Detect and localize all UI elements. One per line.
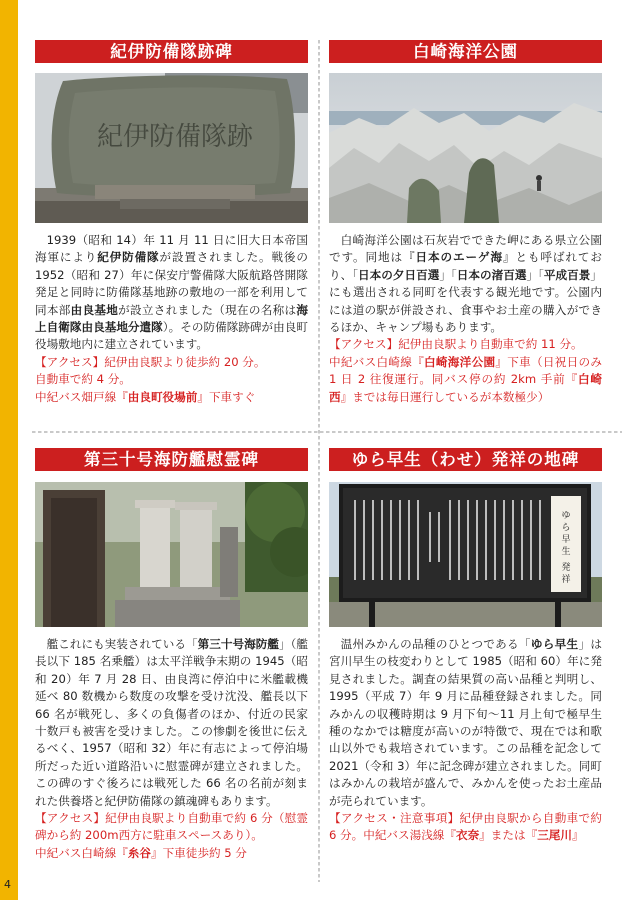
svg-text:ゆ: ゆ: [561, 511, 571, 521]
svg-text:祥: 祥: [561, 575, 571, 585]
section-title: 第三十号海防艦慰霊碑: [35, 448, 308, 471]
section-kii-bobitai: [35, 40, 308, 406]
section-shirasaki-park: [329, 40, 602, 406]
photo-kii-bobitai-monument: [35, 73, 308, 223]
section-yura-wase-monument: [329, 448, 602, 845]
photo-shirasaki-limestone-coast: [329, 73, 602, 223]
svg-text:発: 発: [561, 563, 571, 573]
section-title: ゆら早生（わせ）発祥の地碑: [329, 448, 602, 471]
access-info: 【アクセス】紀伊由良駅より自動車で約 6 分（慰霊碑から約 200m西方に駐車スペースあり）。 中紀バス白崎線『糸谷』下車徒歩約 5 分: [35, 811, 308, 860]
page-number: 4: [4, 878, 11, 891]
left-accent-strip: [0, 0, 18, 900]
svg-text:紀伊防備隊跡: 紀伊防備隊跡: [96, 122, 254, 152]
section-text: [35, 636, 308, 862]
section-text: [329, 636, 602, 845]
section-text: [329, 232, 602, 406]
svg-text:生: 生: [561, 547, 571, 557]
vertical-divider: [318, 40, 320, 882]
photo-kaiboukan-memorial-stones: [35, 482, 308, 627]
description: 白崎海洋公園は石灰岩でできた岬にある県立公園です。同地は『日本のエーゲ海』とも呼ばれており、「日本の夕日百選」「日本の渚百選」「平成百景」にも選出される同町を代表する観光地です。公園内には道の駅が併設され、食事やお土産の購入ができるほか、キャンプ場もあります。: [329, 233, 602, 335]
description: 温州みかんの品種のひとつである「ゆら早生」は宮川早生の枝変わりとして 1985（昭和 60）年に発見されました。調査の結果質の高い品種と判明し、1995（平成 7）年 9 月に品種登録されました。同みかんの収穫時期は 9 月下旬〜11 月上旬で極早生種のなかでは糖度が高いのが特徴で、現在では和歌山以外でも栽培されています。この品種を記念して 2021（令和 3）年に記念碑が建立されました。同町はみかんの栽培が盛んで、みかんを使ったお土産品が売られています。: [329, 637, 602, 808]
svg-text:早: 早: [561, 535, 571, 545]
horizontal-divider: [32, 431, 622, 433]
description: 艦これにも実装されている「第三十号海防艦」（艦長以下 185 名乗艦）は太平洋戦争末期の 1945（昭和 20）年 7 月 28 日、由良湾に停泊中に米艦載機延べ 80 数機から数度の攻撃を受け沈没、艦長以下 66 名が戦死し、多くの負傷者のほか、付近の民家十数戸も被害を受けました。この惨劇を後世に伝えるべく、1957（昭和 32）年に有志によって停泊場所だった近い道路沿いに慰霊碑が建立されました。この碑のすぐ後ろには戦死した 66 名の名前が刻まれた供養塔と紀伊防備隊の鎮魂碑もあります。: [35, 637, 308, 808]
access-info: 【アクセス】紀伊由良駅より徒歩約 20 分。 自動車で約 4 分。 中紀バス畑戸線『由良町役場前』下車すぐ: [35, 354, 266, 404]
access-info: 【アクセス】紀伊由良駅より自動車で約 11 分。 中紀バス白崎線『白崎海洋公園』下車（日祝日のみ 1 日 2 往復運行。同バス停の約 2km 手前『白崎西』までは毎日運行しているが本数極少）: [329, 337, 602, 404]
section-title: 白崎海洋公園: [329, 40, 602, 63]
svg-text:ら: ら: [561, 523, 571, 533]
section-kaiboukan-memorial: [35, 448, 308, 862]
section-text: [35, 232, 308, 406]
section-title: 紀伊防備隊跡碑: [35, 40, 308, 63]
photo-yura-wase-signboard: [329, 482, 602, 627]
access-info: 【アクセス・注意事項】紀伊由良駅から自動車で約 6 分。中紀バス湯浅線『衣奈』または『三尾川』: [329, 811, 602, 843]
description: 1939（昭和 14）年 11 月 11 日に旧大日本帝国海軍により紀伊防備隊が設置されました。戦後の 1952（昭和 27）年に保安庁警備隊大阪航路啓開隊発足と同時に防備隊基地跡の敷地の一部を利用して同本部由良基地が設立されました（現在の名称は海上自衛隊由良基地分遣隊）。その防備隊跡碑が由良町役場敷地内に建立されています。: [35, 233, 308, 352]
